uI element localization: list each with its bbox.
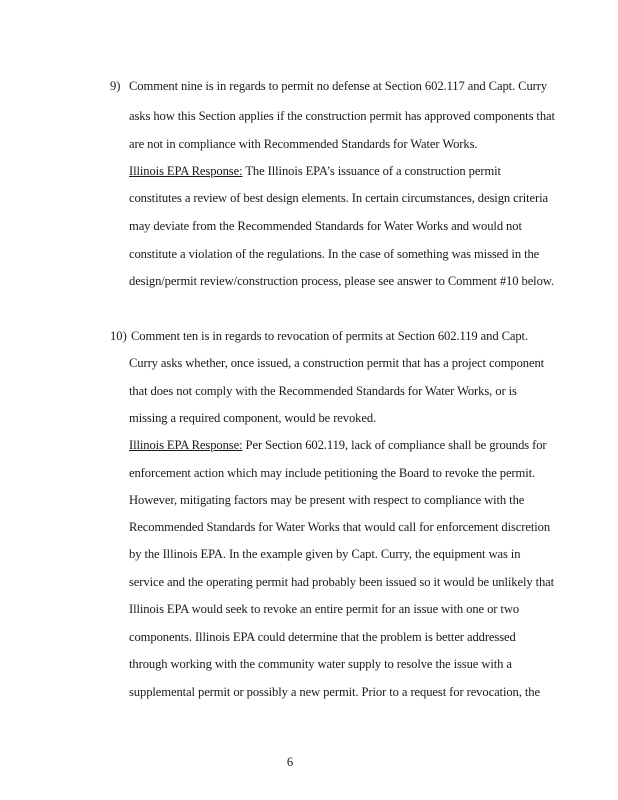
item-9-response-line: constitute a violation of the regulations. In the case of something was missed in the	[129, 247, 540, 261]
item-9-comment-line: are not in compliance with Recommended Standards for Water Works.	[129, 137, 478, 151]
item-9-response-label: Illinois EPA Response:	[129, 164, 243, 178]
item-10-response-line: through working with the community water supply to resolve the issue with a	[129, 657, 512, 671]
item-9-response-line: constitutes a review of best design elements. In certain circumstances, design criteria	[129, 191, 548, 205]
item-9-response-text: The Illinois EPA’s issuance of a construction permit	[242, 164, 501, 178]
item-9-response-line: design/permit review/construction process, please see answer to Comment #10 below.	[129, 274, 555, 288]
item-10-comment-line: Curry asks whether, once issued, a construction permit that has a project component	[129, 356, 545, 370]
item-10-comment-line: Comment ten is in regards to revocation of permits at Section 602.119 and Capt.	[131, 329, 529, 343]
item-10-response-line: by the Illinois EPA. In the example given by Capt. Curry, the equipment was in	[129, 547, 521, 561]
item-9-response-line: may deviate from the Recommended Standards for Water Works and would not	[129, 219, 522, 233]
item-10-number: 10)	[110, 329, 127, 343]
item-10-response-text: Per Section 602.119, lack of compliance shall be grounds for	[242, 438, 547, 452]
item-10-response-first-line	[129, 437, 547, 453]
item-10-response-label: Illinois EPA Response:	[129, 438, 243, 452]
item-10-response-line: service and the operating permit had probably been issued so it would be unlikely that	[129, 575, 555, 589]
item-9-comment-line: Comment nine is in regards to permit no defense at Section 602.117 and Capt. Curry	[129, 79, 548, 93]
item-10-response-line: enforcement action which may include petitioning the Board to revoke the permit.	[129, 466, 536, 480]
item-10-response-line: supplemental permit or possibly a new permit. Prior to a request for revocation, the	[129, 685, 540, 699]
item-10-comment-line: that does not comply with the Recommended Standards for Water Works, or is	[129, 384, 517, 398]
item-9-number: 9)	[110, 79, 121, 93]
item-10-response-line: Illinois EPA would seek to revoke an entire permit for an issue with one or two	[129, 602, 520, 616]
page-number: 6	[286, 755, 294, 769]
item-10-response-line: However, mitigating factors may be present with respect to compliance with the	[129, 493, 525, 507]
item-9-comment-line: asks how this Section applies if the construction permit has approved components that	[129, 109, 555, 123]
item-10-response-line: Recommended Standards for Water Works that would call for enforcement discretion	[129, 520, 551, 534]
item-10-comment-line: missing a required component, would be revoked.	[129, 411, 377, 425]
item-10-response-line: components. Illinois EPA could determine that the problem is better addressed	[129, 630, 516, 644]
item-9-response-first-line	[129, 163, 501, 179]
